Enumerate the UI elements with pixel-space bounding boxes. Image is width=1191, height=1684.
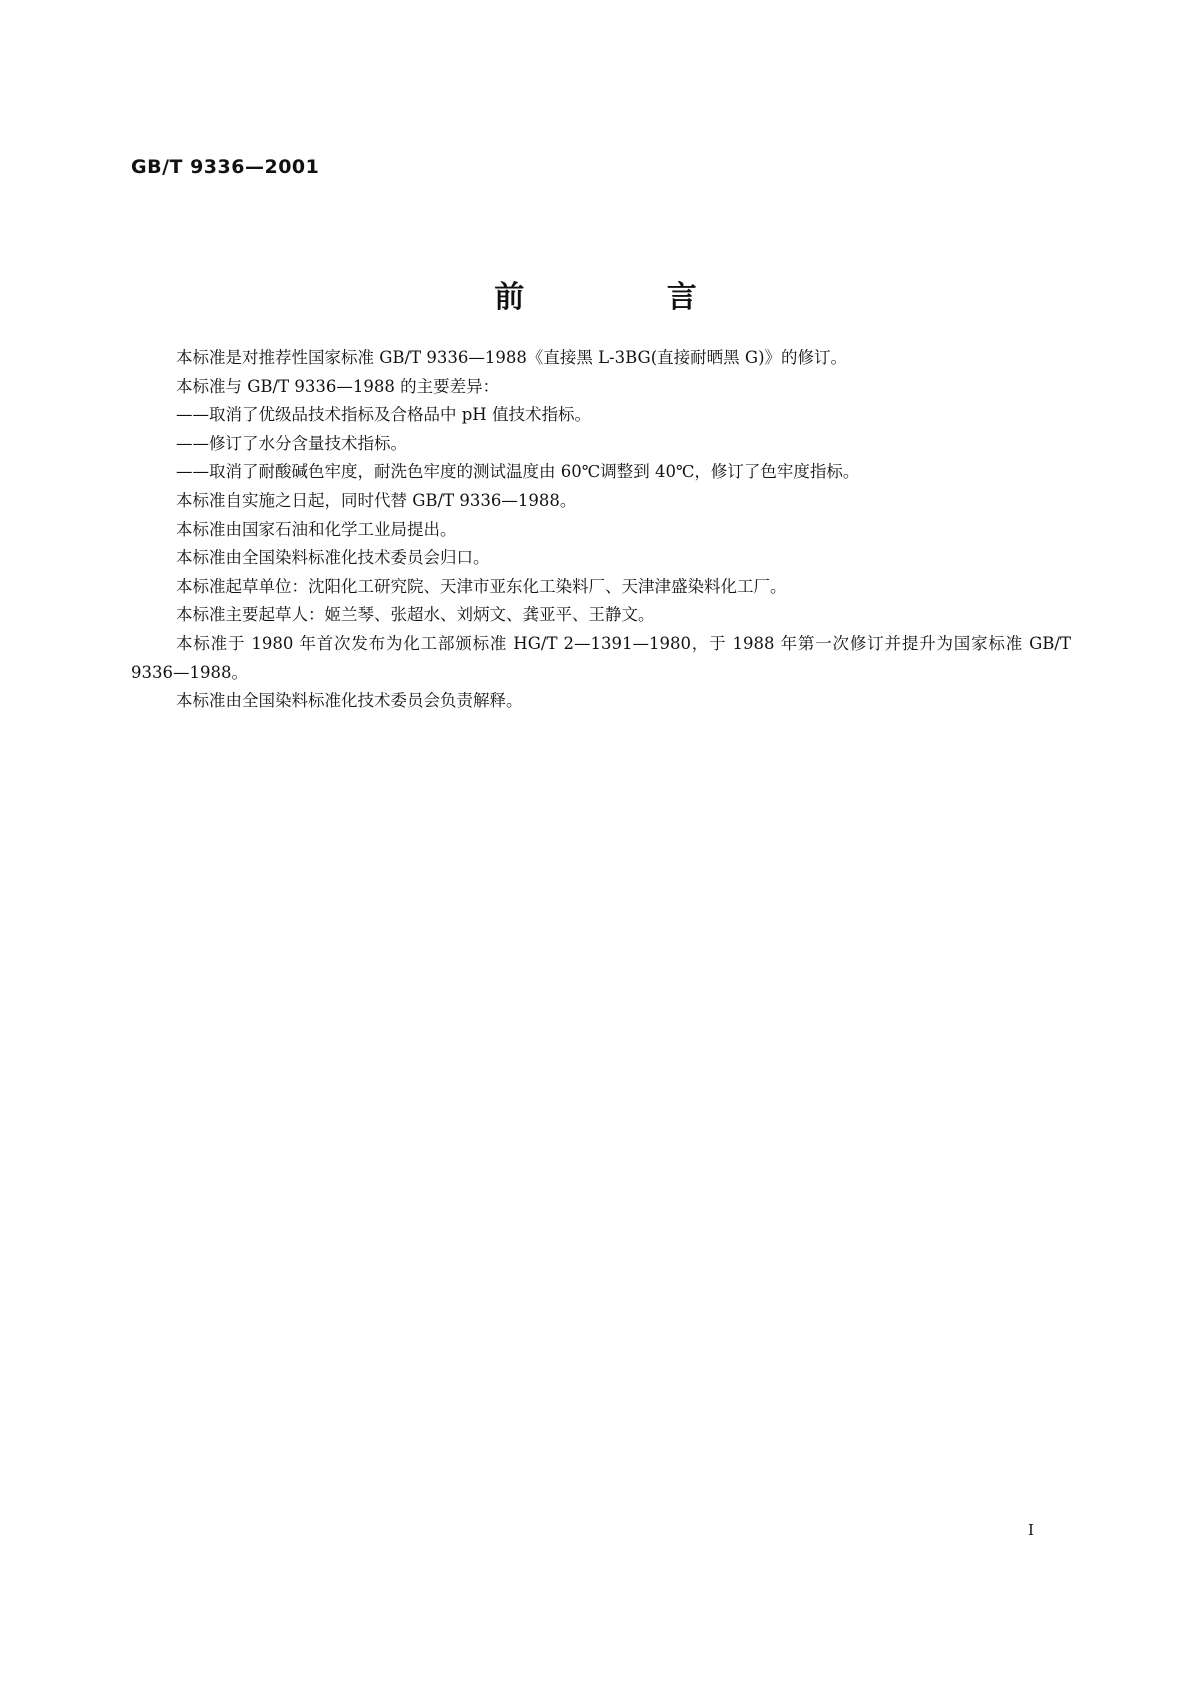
paragraph-differences-intro: 本标准与 GB/T 9336—1988 的主要差异： bbox=[176, 376, 500, 396]
standard-code: GB/T 9336—2001 bbox=[131, 156, 320, 178]
paragraph-drafting-units: 本标准起草单位：沈阳化工研究院、天津市亚东化工染料厂、天津津盛染料化工厂。 bbox=[176, 576, 787, 596]
paragraph-difference-2: ——修订了水分含量技术指标。 bbox=[176, 433, 407, 453]
paragraph-difference-1: ——取消了优级品技术指标及合格品中 pH 值技术指标。 bbox=[176, 405, 591, 425]
paragraph-interpretation: 本标准由全国染料标准化技术委员会负责解释。 bbox=[176, 691, 523, 711]
paragraph-revision-note: 本标准是对推荐性国家标准 GB/T 9336—1988《直接黑 L-3BG(直接耐晒黑 G)》的修订。 bbox=[176, 348, 848, 367]
paragraph-history: 本标准于 1980 年首次发布为化工部颁标准 HG/T 2—1391—1980，于 1988 年第一次修订并提升为国家标准 GB/T 9336—1988。 bbox=[131, 633, 1071, 682]
page-title: 前 言 bbox=[494, 280, 763, 315]
paragraph-proposed-by: 本标准由国家石油和化学工业局提出。 bbox=[176, 519, 457, 539]
paragraph-replacement: 本标准自实施之日起，同时代替 GB/T 9336—1988。 bbox=[176, 490, 577, 510]
page-number: I bbox=[1028, 1521, 1034, 1539]
paragraph-difference-3: ——取消了耐酸碱色牢度，耐洗色牢度的测试温度由 60℃调整到 40℃，修订了色牢度指标。 bbox=[176, 462, 860, 482]
paragraph-centralized-by: 本标准由全国染料标准化技术委员会归口。 bbox=[176, 548, 490, 568]
foreword-body bbox=[131, 344, 1071, 716]
paragraph-drafters: 本标准主要起草人：姬兰琴、张超水、刘炳文、龚亚平、王静文。 bbox=[176, 605, 655, 625]
